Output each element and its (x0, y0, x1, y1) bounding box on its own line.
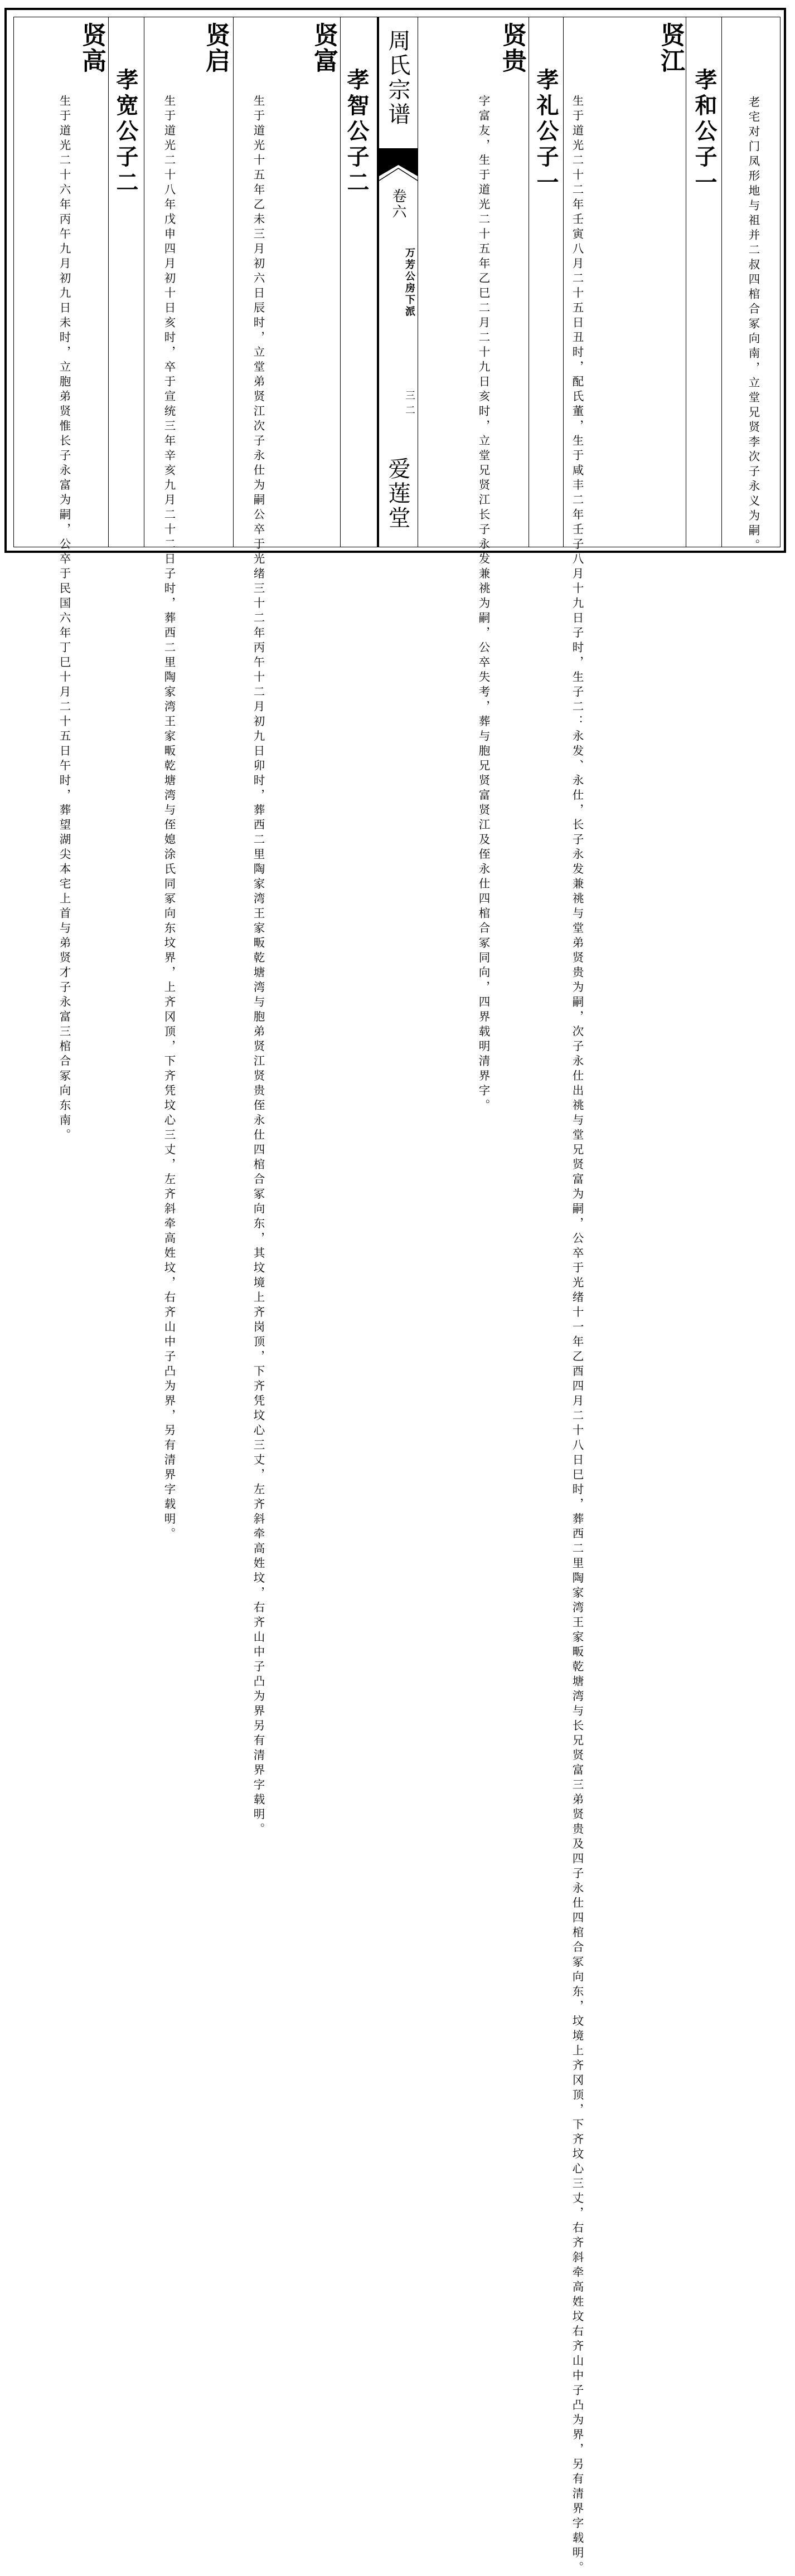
page-number: 三二 (404, 390, 415, 419)
generation-heading: 孝宽公子二 (113, 68, 139, 196)
text-column: 老宅对门凤形地与祖并二叔四棺合冢向南，立堂兄贤李次子永义为嗣。 (746, 96, 760, 554)
person-name: 贤江 (656, 22, 685, 74)
biography-text: 生于道光二十八年戊申四月初十日亥时，卒于宣统三年辛亥九月二十二日子时，葬西二里陶家湾王家畈乾塘湾与侄媳涂氏同冢向东坟界，上齐冈顶，下齐凭坟心三丈，左齐斜牵高姓坟，右齐山中子凸为界，另有清界字载明。 (162, 95, 176, 1542)
column-divider (563, 17, 564, 547)
hall-name: 爱莲堂 (385, 457, 410, 531)
branch-label: 万芳公房下派 (404, 247, 415, 318)
fishtail-icon (379, 149, 418, 185)
column-divider (108, 17, 109, 547)
column-divider (721, 17, 722, 547)
biography-text: 生于道光二十二年壬寅八月二十五日丑时，配氏董，生于咸丰二年壬子八月十九日子时，生子二：永发、永仕，长子永发兼祧与堂弟贤贵为嗣，次子永仕出祧与堂兄贤富为嗣，公卒于光绪十一年乙酉四月二十八日巳时，葬西二里陶家湾王家畈乾塘湾与长兄贤富三弟贤贵及四子永仕四棺合冢向东，坟境上齐冈顶，下齐坟心三丈，右齐斜牵高姓坟右齐山中子凸为界，另有清界字载明。 (570, 95, 584, 2576)
volume-label: 卷六 (390, 188, 406, 220)
generation-heading: 孝礼公子一 (533, 68, 559, 196)
book-title: 周氏宗谱 (385, 29, 410, 127)
column-divider (233, 17, 234, 547)
person-name: 贤高 (77, 22, 106, 74)
biography-text: 字富友，生于道光二十五年乙巳二月二十九日亥时，立堂兄贤江长子永发兼祧为嗣，公卒失考，葬与胞兄贤富贤江及侄永仕四棺合冢同向，四界载明清界字。 (477, 95, 490, 1114)
biography-text: 生于道光二十六年丙午九月初九日未时，立胞弟贤惟长子永富为嗣，公卒于民国六年丁巳十月二十五日午时，葬望湖尖本宅上首与弟贤才子永富三棺合冢向东南。 (57, 95, 71, 1144)
generation-heading: 孝智公子二 (343, 68, 370, 196)
generation-heading: 孝和公子一 (691, 68, 718, 196)
person-name: 贤富 (309, 22, 338, 74)
biography-text: 生于道光十五年乙未三月初六日辰时，立堂弟贤江次子永仕为嗣公卒于光绪三十二年丙午十二月初九日卯时，葬西二里陶家湾王家畈乾塘湾与胞弟贤江贤贵侄永仕四棺合冢向东，其坟境上齐岗顶，下齐凭坟心三丈，左齐斜牵高姓坟，右齐山中子凸为界另有清界字载明。 (251, 95, 265, 1838)
person-name: 贤启 (201, 22, 230, 74)
person-name: 贤贵 (498, 22, 526, 74)
column-divider (340, 17, 341, 547)
